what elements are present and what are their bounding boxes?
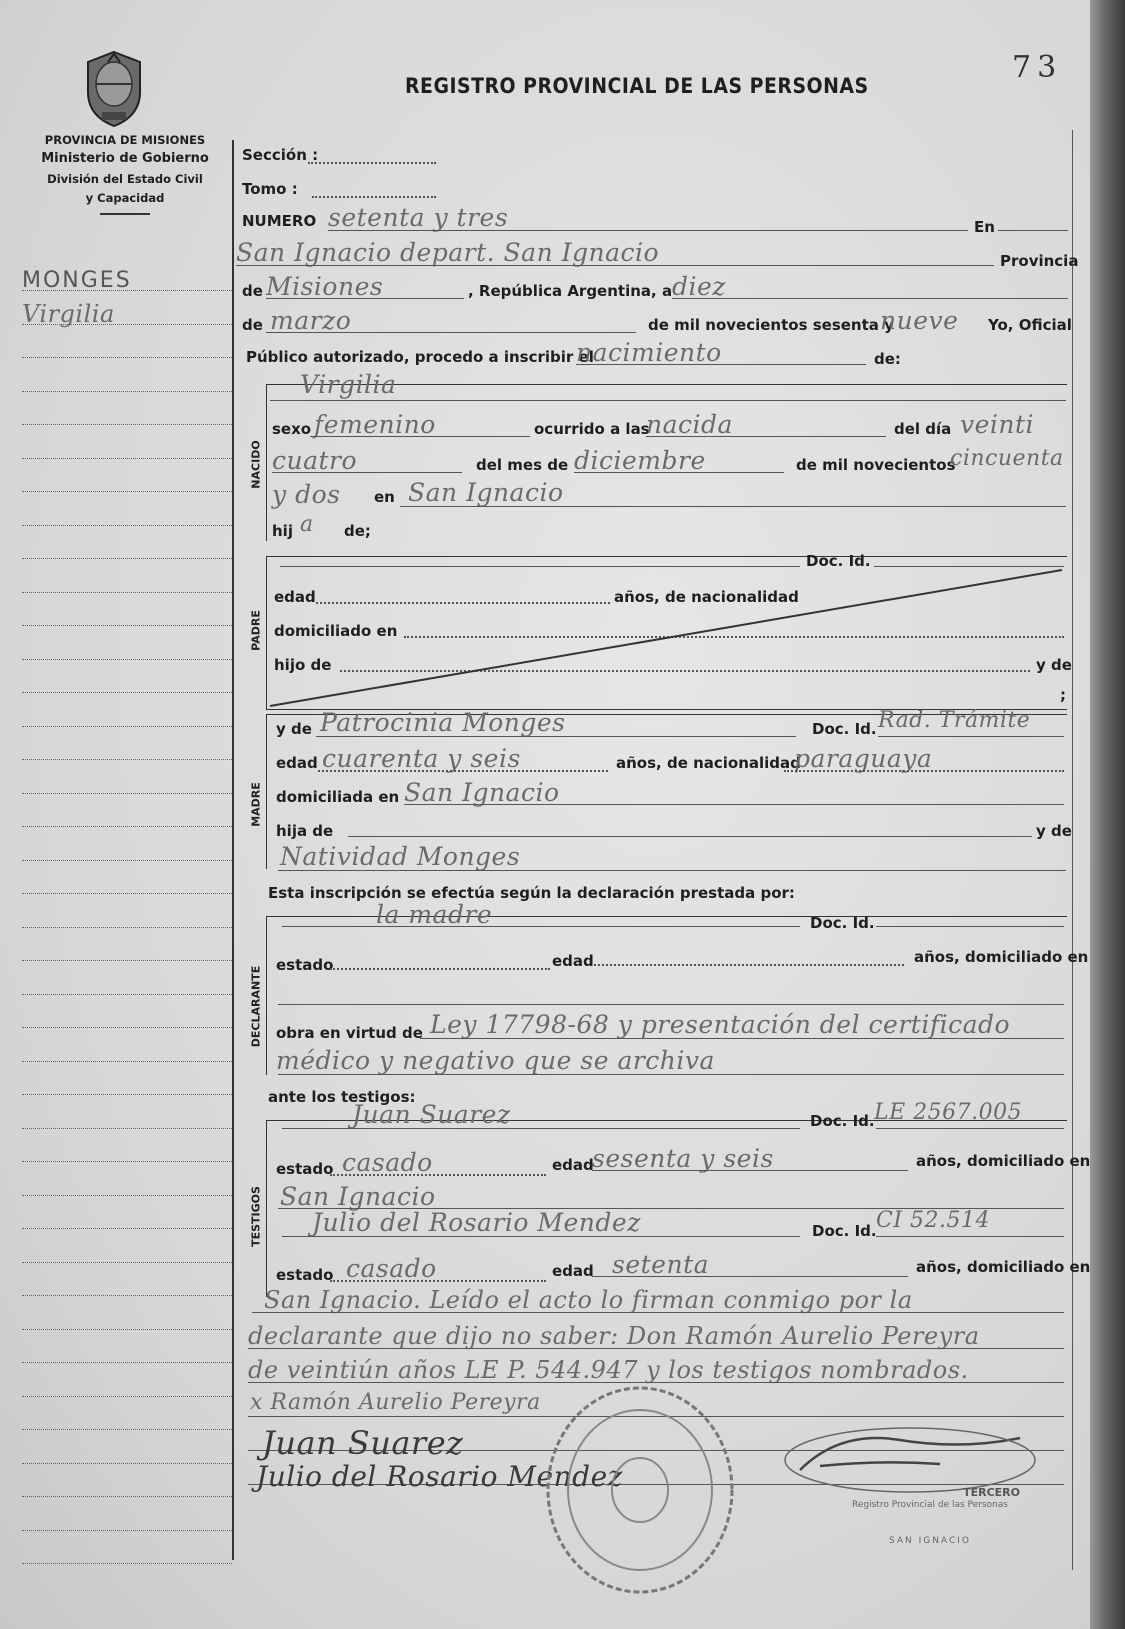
t2-name-value: Julio del Rosario Mendez (312, 1208, 641, 1237)
publico-label: Público autorizado, procedo a inscribir el (246, 348, 594, 366)
madre-parents-value: Natividad Monges (280, 842, 521, 871)
t1-edad-value: sesenta y seis (592, 1144, 774, 1173)
province-line (266, 298, 464, 299)
right-border (1072, 130, 1073, 1570)
madre-hija-label: hija de (276, 822, 334, 840)
t2-doc-value: CI 52.514 (876, 1208, 990, 1233)
margin-ruled-line (22, 1128, 232, 1129)
page-title: REGISTRO PROVINCIAL DE LAS PERSONAS (405, 74, 869, 98)
tomo-label: Tomo : (242, 180, 298, 198)
nacido-de-label: de; (344, 522, 371, 540)
t2-edad-line (592, 1276, 908, 1277)
padre-anos-label: años, de nacionalidad (614, 588, 799, 606)
t2-edad-label: edad (552, 1262, 594, 1280)
margin-ruled-line (22, 793, 232, 794)
madre-edad-value: cuarenta y seis (322, 744, 521, 773)
sexo-line (310, 436, 530, 437)
province-value: Misiones (266, 272, 384, 301)
numero-line (328, 230, 968, 231)
declarante-label: DECLARANTE (249, 965, 263, 1048)
t2-domic-line (252, 1312, 1064, 1313)
nacido-name-value: Virgilia (300, 370, 397, 399)
t2-anos-label: años, domiciliado en (916, 1258, 1090, 1276)
year-value: nueve (880, 306, 959, 335)
t2-domic-value: San Ignacio. Leído el acto lo firman conmigo por la (264, 1286, 913, 1314)
margin-ruled-line (22, 1228, 232, 1229)
madre-domic-label: domiciliada en (276, 788, 400, 806)
margin-ruled-line (22, 391, 232, 392)
signature-testigo-2: Julio del Rosario Mendez (256, 1460, 623, 1493)
nacido-label: NACIDO (249, 440, 263, 489)
margin-ruled-line (22, 1061, 232, 1062)
t2-doc-label: Doc. Id. (812, 1222, 877, 1240)
obra-line-2 (278, 1074, 1064, 1075)
margin-ruled-line (22, 357, 232, 358)
margin-ruled-line (22, 893, 232, 894)
en-label: En (974, 218, 995, 236)
t1-name-value: Juan Suarez (352, 1100, 511, 1129)
margin-ruled-line (22, 659, 232, 660)
margin-ruled-line (22, 592, 232, 593)
margin-ruled-line (22, 1362, 232, 1363)
letterhead-ministry: Ministerio de Gobierno (41, 151, 209, 166)
dia-value-2: cuatro (272, 446, 358, 475)
t2-estado-label: estado (276, 1266, 334, 1284)
declarante-estado-label: estado (276, 956, 334, 974)
act-line (576, 364, 866, 365)
margin-ruled-line (22, 1530, 232, 1531)
nacido-year-value: cincuenta (950, 446, 1064, 471)
padre-doc-label: Doc. Id. (806, 552, 871, 570)
declarante-anos-label: años, domiciliado en (914, 948, 1089, 966)
margin-ruled-line (22, 525, 232, 526)
t1-name-line (282, 1128, 800, 1129)
day-line (672, 298, 1068, 299)
letterhead-division: División del Estado Civil (47, 172, 203, 186)
madre-doc-value: Rad. Trámite (878, 708, 1031, 733)
mes-line (574, 472, 784, 473)
padre-label: PADRE (249, 610, 263, 651)
t2-doc-line (876, 1236, 1064, 1237)
coat-of-arms-icon (80, 48, 148, 130)
t2-edad-value: setenta (612, 1250, 710, 1279)
madre-hija-line (348, 836, 1032, 837)
madre-domic-value: San Ignacio (404, 778, 560, 807)
mes-label: del mes de (476, 456, 569, 474)
margin-ruled-line (22, 1463, 232, 1464)
numero-label: NUMERO (242, 212, 317, 230)
page-number: 73 (1012, 50, 1063, 85)
t2-estado-field (330, 1280, 546, 1282)
mes-value: diciembre (574, 446, 706, 475)
t2-name-line (282, 1236, 800, 1237)
declarante-name-line (282, 926, 800, 927)
madre-label: MADRE (249, 782, 263, 827)
sexo-label: sexo (272, 420, 312, 438)
place-line (236, 265, 994, 266)
madre-name-line (316, 736, 796, 737)
margin-ruled-line (22, 558, 232, 559)
closing-line-1: declarante que dijo no saber: Don Ramón Aurelio Pereyra (248, 1322, 980, 1350)
tomo-field (312, 196, 436, 198)
signature-declarante: x Ramón Aurelio Pereyra (250, 1390, 541, 1415)
hij-label: hij (272, 522, 293, 540)
margin-ruled-line (22, 860, 232, 861)
margin-ruled-line (22, 424, 232, 425)
margin-ruled-line (22, 1396, 232, 1397)
madre-edad-field (318, 770, 608, 772)
margin-ruled-line (22, 1094, 232, 1095)
t1-edad-label: edad (552, 1156, 594, 1174)
margin-ruled-line (22, 994, 232, 995)
mil-label: de mil novecientos sesenta y (648, 316, 894, 334)
margin-ruled-line (22, 290, 232, 291)
en-line (998, 230, 1068, 231)
place-value: San Ignacio depart. San Ignacio (236, 238, 660, 267)
de-label: de (242, 282, 263, 300)
act-value: nacimiento (576, 338, 722, 367)
t1-edad-line (592, 1170, 908, 1171)
officer-stamp-line-3: SAN IGNACIO (888, 1536, 971, 1546)
dia-label: del día (894, 420, 952, 438)
madre-nac-value: paraguaya (794, 744, 933, 773)
declarante-edad-label: edad (552, 952, 594, 970)
republica-label: , República Argentina, a (468, 282, 673, 300)
dia-line (272, 472, 462, 473)
provincia-label: Provincia (1000, 252, 1079, 270)
month-line (266, 332, 636, 333)
numero-value: setenta y tres (328, 203, 509, 232)
margin-ruled-line (22, 1195, 232, 1196)
margin-ruled-line (22, 960, 232, 961)
padre-semicolon: ; (1060, 686, 1066, 704)
margin-ruled-line (22, 625, 232, 626)
padre-edad-label: edad (274, 588, 316, 606)
obra-value-2: médico y negativo que se archiva (276, 1046, 715, 1075)
testigos-intro: ante los testigos: (268, 1088, 416, 1106)
margin-ruled-line (22, 1329, 232, 1330)
margin-ruled-line (22, 1161, 232, 1162)
de3-label: de: (874, 350, 901, 368)
ocurrido-label: ocurrido a las (534, 420, 650, 438)
margin-ruled-line (22, 927, 232, 928)
nacido-en-label: en (374, 488, 395, 506)
closing-line-2: de veintiún años LE P. 544.947 y los testigos nombrados. (248, 1356, 969, 1384)
margin-surname: MONGES (22, 268, 132, 293)
padre-domic-label: domiciliado en (274, 622, 398, 640)
declarante-doc-line (876, 926, 1064, 927)
obra-label: obra en virtud de (276, 1024, 423, 1042)
declarante-edad-field (594, 964, 904, 966)
margin-ruled-line (22, 1262, 232, 1263)
t1-estado-label: estado (276, 1160, 334, 1178)
t1-doc-value: LE 2567.005 (874, 1100, 1023, 1125)
madre-yde-label: y de (276, 720, 312, 738)
margin-ruled-line (22, 1027, 232, 1028)
margin-ruled-line (22, 1563, 232, 1564)
hora-line (646, 436, 886, 437)
margin-divider (232, 140, 234, 1560)
month-value: marzo (270, 306, 352, 335)
signature-testigo-1: Juan Suarez (262, 1424, 464, 1462)
letterhead-province: PROVINCIA DE MISIONES (44, 133, 206, 147)
madre-nac-field (784, 770, 1064, 772)
hij-value: a (300, 512, 314, 537)
madre-domic-line (404, 804, 1064, 805)
day-value: diez (672, 272, 726, 301)
sexo-value: femenino (314, 410, 436, 439)
t1-anos-label: años, domiciliado en (916, 1152, 1090, 1170)
madre-doc-line (878, 736, 1064, 737)
madre-edad-label: edad (276, 754, 318, 772)
declarante-doc-label: Doc. Id. (810, 914, 875, 932)
margin-ruled-line (22, 1295, 232, 1296)
margin-ruled-line (22, 491, 232, 492)
t1-domic-value: San Ignacio (280, 1182, 436, 1211)
declaracion-intro: Esta inscripción se efectúa según la declaración prestada por: (268, 884, 795, 902)
declarante-name-value: la madre (376, 900, 493, 929)
margin-ruled-line (22, 1429, 232, 1430)
padre-yde-label: y de (1036, 656, 1072, 674)
margin-given-name: Virgilia (22, 300, 115, 328)
testigos-label: TESTIGOS (249, 1186, 263, 1247)
seccion-label: Sección : (242, 146, 319, 164)
margin-ruled-line (22, 726, 232, 727)
official-seal-stamp (540, 1380, 740, 1600)
margin-ruled-line (22, 692, 232, 693)
margin-ruled-line (22, 324, 232, 325)
declarante-domic-line (278, 1004, 1064, 1005)
t1-estado-field (330, 1174, 546, 1176)
dia-value: veinti (960, 410, 1035, 439)
declarante-estado-field (330, 968, 550, 970)
nacido-name-line (270, 400, 1066, 401)
t2-estado-value: casado (346, 1254, 437, 1283)
book-binding (1090, 0, 1125, 1629)
officer-stamp-line-2: Registro Provincial de las Personas (852, 1500, 1008, 1510)
de2-label: de (242, 316, 263, 334)
margin-ruled-line (22, 759, 232, 760)
nacido-year-value-2: y dos (272, 480, 341, 509)
madre-parents-line (278, 870, 1066, 871)
seccion-field (308, 162, 436, 164)
yo-oficial-label: Yo, Oficial (988, 316, 1072, 334)
lugar-value: San Ignacio (408, 478, 564, 507)
officer-stamp-line-1: TERCERO (963, 1486, 1020, 1499)
obra-line (420, 1038, 1064, 1039)
madre-name-value: Patrocinia Monges (320, 708, 566, 737)
t1-estado-value: casado (342, 1148, 433, 1177)
obra-value: Ley 17798-68 y presentación del certificado (430, 1010, 1011, 1039)
madre-doc-label: Doc. Id. (812, 720, 877, 738)
padre-strike-line (266, 560, 1066, 710)
lugar-line (400, 506, 1066, 507)
padre-hijo-label: hijo de (274, 656, 332, 674)
closing-line-1-rule (248, 1348, 1064, 1349)
madre-anos-label: años, de nacionalidad (616, 754, 801, 772)
letterhead-division-2: y Capacidad (85, 191, 165, 205)
hora-value: nacida (646, 410, 733, 439)
t1-doc-line (876, 1128, 1064, 1129)
nacido-mil-label: de mil novecientos (796, 456, 956, 474)
t1-doc-label: Doc. Id. (810, 1112, 875, 1130)
letterhead-divider (100, 213, 150, 215)
margin-ruled-line (22, 826, 232, 827)
margin-ruled-line (22, 458, 232, 459)
madre-yde2-label: y de (1036, 822, 1072, 840)
margin-ruled-line (22, 1496, 232, 1497)
